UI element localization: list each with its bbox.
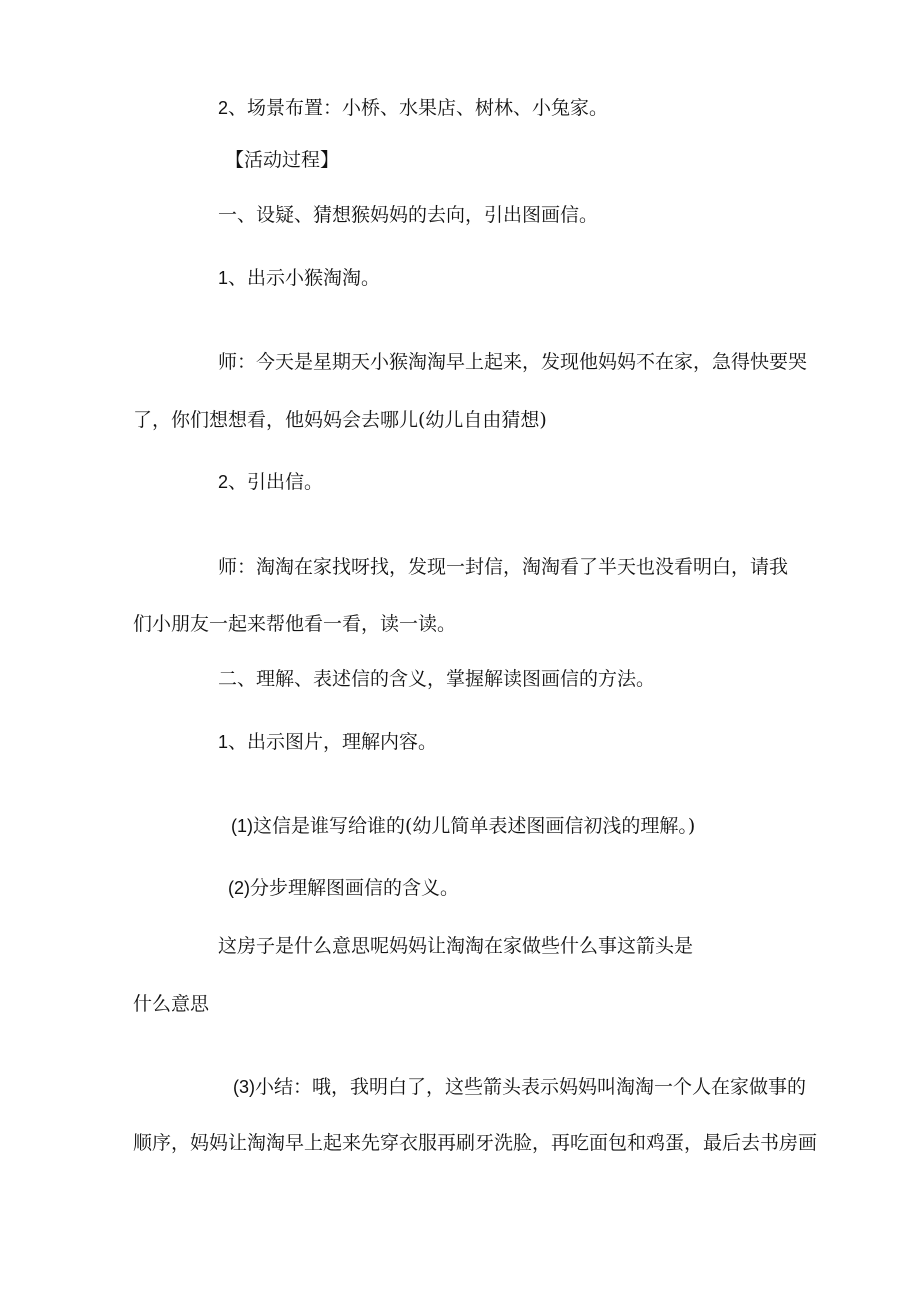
teacher-dialogue-2b: 们小朋友一起来帮他看一看，读一读。 bbox=[133, 613, 457, 635]
activity-process-heading: 【活动过程】 bbox=[225, 149, 340, 171]
step-show-pictures: 1、出示图片，理解内容。 bbox=[218, 731, 438, 753]
scene-setup-line: 2、场景布置：小桥、水果店、树林、小兔家。 bbox=[218, 97, 609, 119]
sub-step-3-summary: (3)小结：哦，我明白了，这些箭头表示妈妈叫淘淘一个人在家做事的 bbox=[233, 1076, 807, 1098]
step-introduce-letter: 2、引出信。 bbox=[218, 471, 324, 493]
teacher-dialogue-2a: 师：淘淘在家找呀找，发现一封信，淘淘看了半天也没看明白，请我 bbox=[218, 556, 789, 578]
question-line-a: 这房子是什么意思呢妈妈让淘淘在家做些什么事这箭头是 bbox=[218, 935, 694, 957]
sub-step-2: (2)分步理解图画信的含义。 bbox=[228, 877, 460, 899]
teacher-dialogue-1b: 了，你们想想看，他妈妈会去哪儿(幼儿自由猜想) bbox=[133, 409, 547, 431]
section-one-heading: 一、设疑、猜想猴妈妈的去向，引出图画信。 bbox=[218, 204, 599, 226]
sub-step-1: (1)这信是谁写给谁的(幼儿简单表述图画信初浅的理解。) bbox=[231, 815, 696, 837]
step-show-monkey: 1、出示小猴淘淘。 bbox=[218, 267, 381, 289]
section-two-heading: 二、理解、表述信的含义，掌握解读图画信的方法。 bbox=[218, 668, 656, 690]
teacher-dialogue-1a: 师：今天是星期天小猴淘淘早上起来，发现他妈妈不在家，急得快要哭 bbox=[218, 351, 808, 373]
summary-continuation: 顺序，妈妈让淘淘早上起来先穿衣服再刷牙洗脸，再吃面包和鸡蛋，最后去书房画 bbox=[133, 1132, 818, 1154]
question-line-b: 什么意思 bbox=[133, 993, 210, 1015]
